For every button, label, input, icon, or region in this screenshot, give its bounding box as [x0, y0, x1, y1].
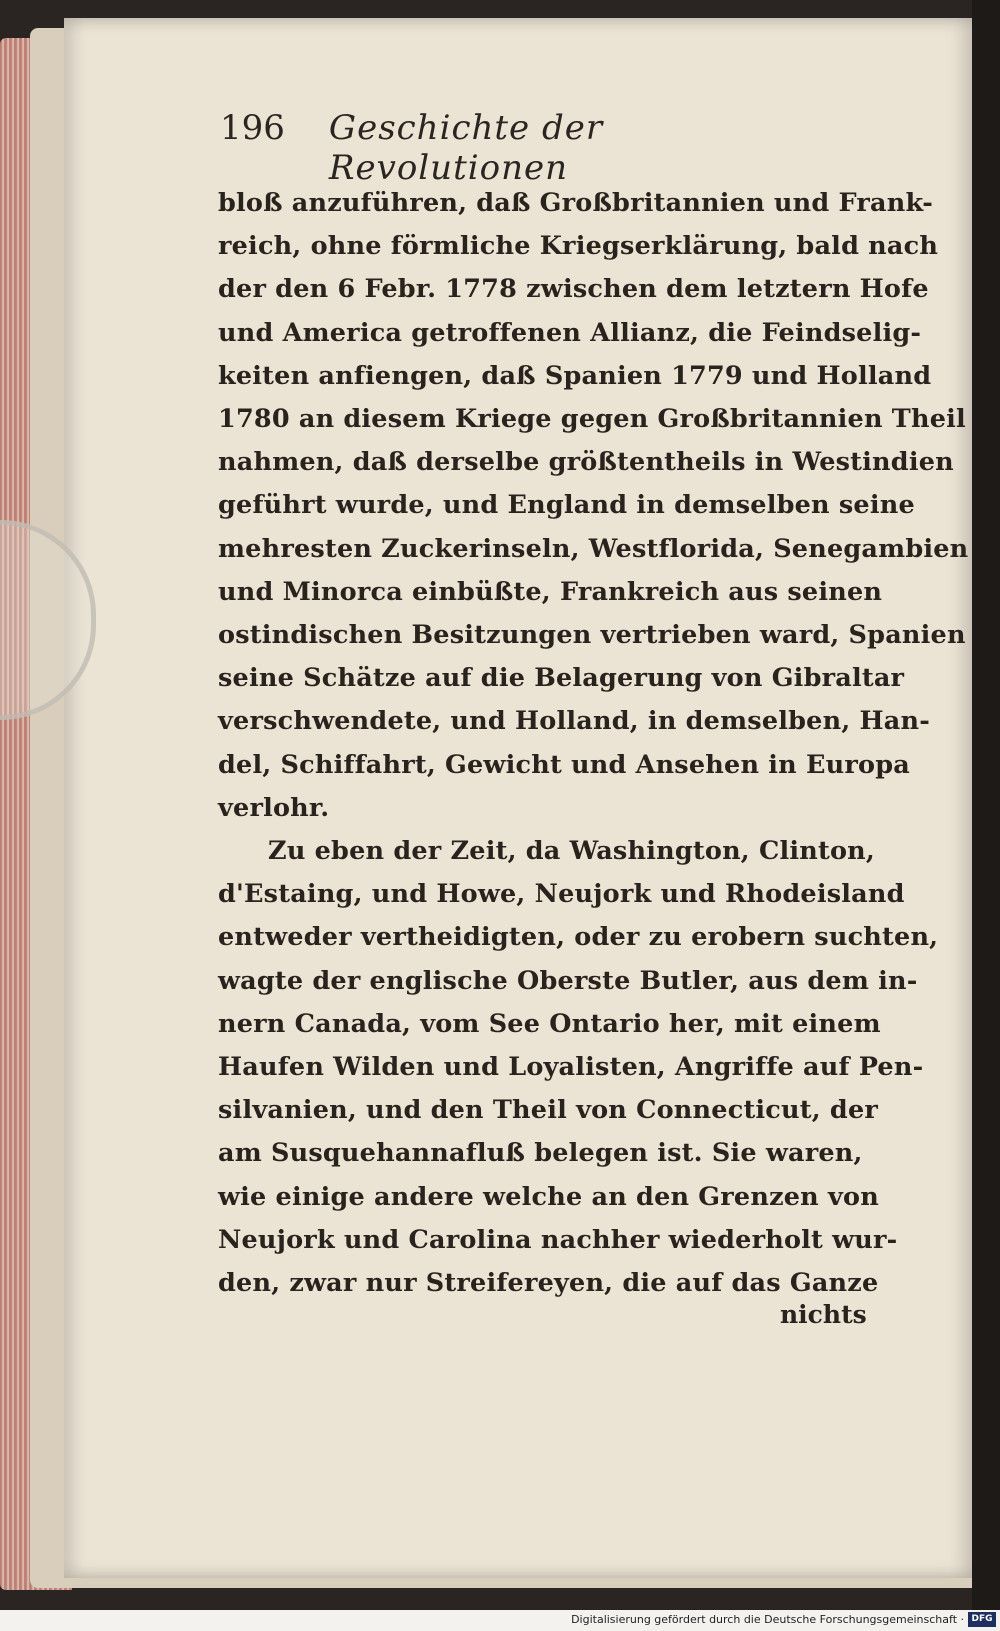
text-line: wagte der englische Oberste Butler, aus dem in- — [218, 965, 918, 996]
text-line: den, zwar nur Streifereyen, die auf das Ganze — [218, 1268, 879, 1299]
page-number: 196 — [220, 108, 285, 148]
text-line: d'Estaing, und Howe, Neujork und Rhodeisland — [218, 879, 905, 910]
text-line: silvanien, und den Theil von Connecticut, der — [218, 1095, 878, 1126]
text-line: und America getroffenen Allianz, die Feindselig- — [218, 317, 922, 348]
running-head-title: Geschichte der Revolutionen — [328, 108, 604, 188]
text-line: nahmen, daß derselbe größtentheils in Westindien — [218, 447, 954, 478]
text-line: reich, ohne förmliche Kriegserklärung, bald nach — [218, 231, 939, 262]
text-line: entweder vertheidigten, oder zu erobern suchten, — [218, 922, 939, 953]
text-line: Neujork und Carolina nachher wiederholt wur- — [218, 1224, 898, 1255]
text-line: verschwendete, und Holland, in demselben, Han- — [218, 706, 931, 737]
scan-border — [972, 0, 1000, 1610]
catchword: nichts — [780, 1300, 867, 1329]
text-line: Zu eben der Zeit, da Washington, Clinton, — [268, 836, 875, 867]
text-line: geführt wurde, und England in demselben seine — [218, 490, 915, 521]
text-line: nern Canada, vom See Ontario her, mit einem — [218, 1008, 881, 1039]
text-line: seine Schätze auf die Belagerung von Gibraltar — [218, 663, 905, 694]
text-line: 1780 an diesem Kriege gegen Großbritannien Theil — [218, 404, 966, 435]
running-head — [220, 108, 780, 188]
text-line: keiten anfiengen, daß Spanien 1779 und Holland — [218, 360, 932, 391]
funding-credit: Digitalisierung gefördert durch die Deutsche Forschungsgemeinschaft · — [571, 1613, 964, 1626]
text-line: Haufen Wilden und Loyalisten, Angriffe auf Pen- — [218, 1052, 924, 1083]
text-line: am Susquehannafluß belegen ist. Sie waren, — [218, 1138, 863, 1169]
dfg-logo: DFG — [968, 1612, 996, 1627]
text-line: und Minorca einbüßte, Frankreich aus seinen — [218, 576, 883, 607]
text-line: ostindischen Besitzungen vertrieben ward, Spanien — [218, 620, 966, 651]
body-text — [218, 182, 969, 1305]
text-line: wie einige andere welche an den Grenzen von — [218, 1181, 879, 1212]
text-line: verlohr. — [218, 792, 330, 823]
text-line: del, Schiffahrt, Gewicht und Ansehen in Europa — [218, 749, 910, 780]
text-line: bloß anzuführen, daß Großbritannien und Frank- — [218, 188, 934, 218]
text-line: mehresten Zuckerinseln, Westflorida, Senegambien — [218, 533, 969, 564]
digitization-footer — [0, 1610, 1000, 1631]
text-line: der den 6 Febr. 1778 zwischen dem letztern Hofe — [218, 274, 929, 305]
